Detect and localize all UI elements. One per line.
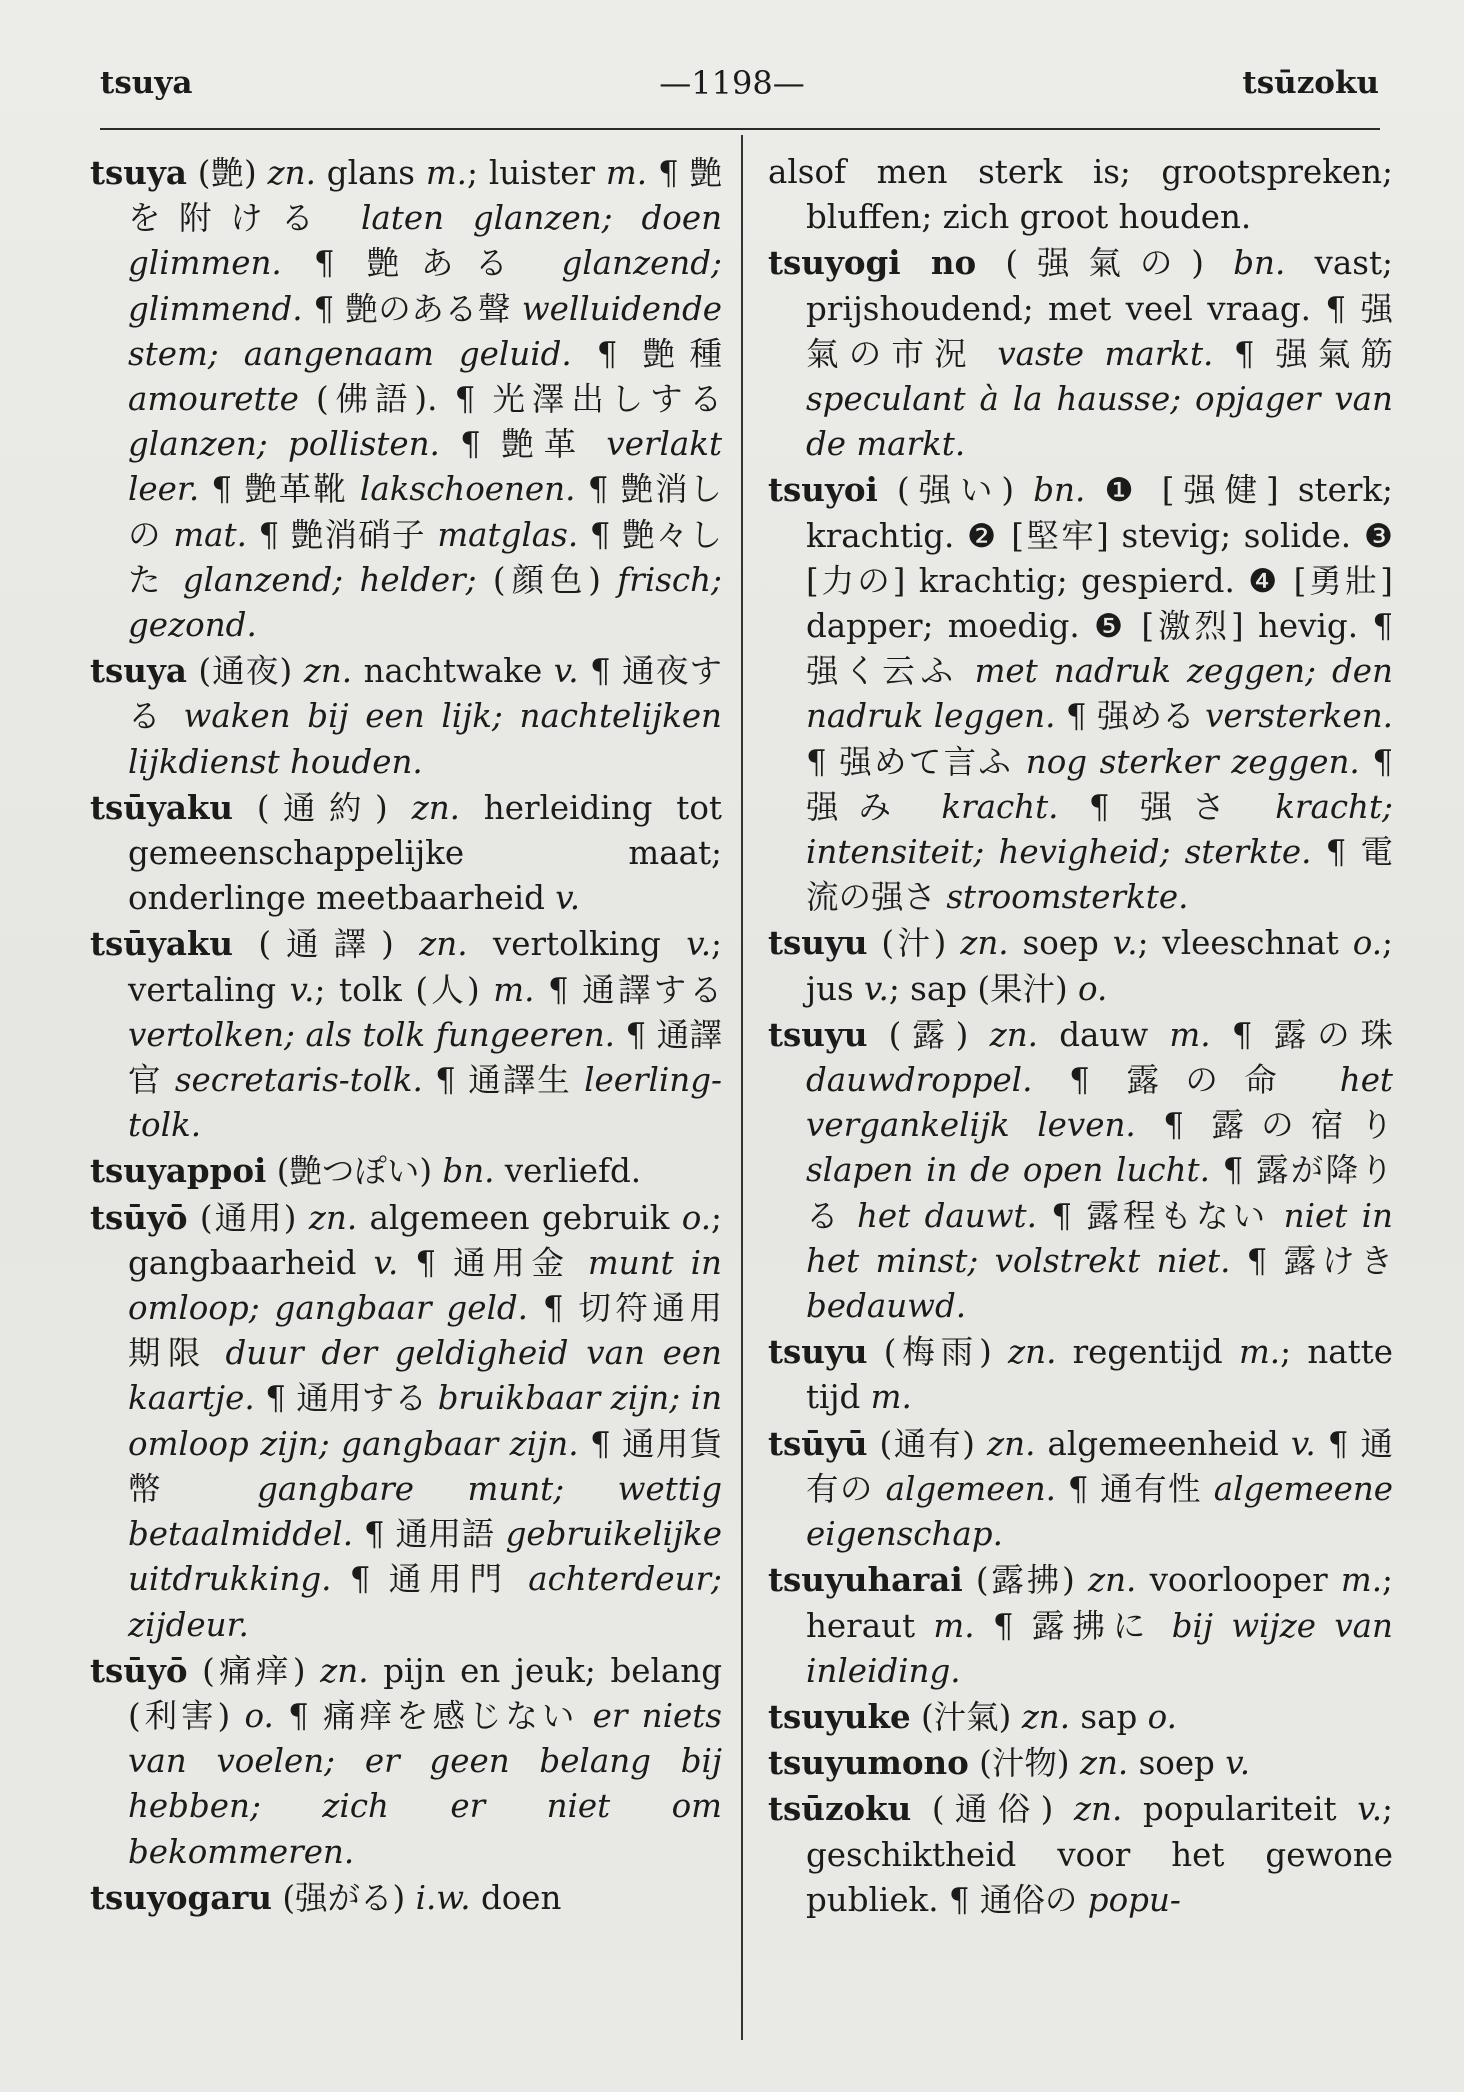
- entry-text: ¶ 艶消硝子: [246, 515, 438, 554]
- entry-translation: gangbare munt; wettig betaalmiddel.: [128, 1469, 722, 1554]
- dictionary-entry: [768, 1694, 1393, 1740]
- entry-text: ¶ 艶種: [571, 334, 722, 373]
- entry-translation: o.: [1352, 924, 1383, 963]
- entry-text: herleiding tot gemeenschappelijke maat; onderlinge meetbaarheid: [128, 788, 722, 918]
- entry-translation: v.: [1357, 1790, 1383, 1829]
- entry-translation: bn.: [1233, 244, 1286, 283]
- entry-translation: zn.: [1087, 1561, 1137, 1600]
- dictionary-entry: [768, 1012, 1393, 1329]
- entry-text: ¶ 通夜する: [128, 652, 722, 736]
- entry-text: ¶ 通用金: [398, 1243, 588, 1282]
- entry-headword: tsuyu: [768, 1332, 868, 1372]
- entry-text: (佛語). ¶ 光澤出しする: [298, 380, 722, 419]
- entry-headword: tsuyuharai: [768, 1560, 963, 1600]
- entry-translation: lakschoenen.: [359, 470, 576, 509]
- entry-text: pijn en jeuk; belang (利害): [128, 1651, 722, 1735]
- entry-text: ¶ 痛痒を感じない: [273, 1696, 593, 1735]
- entry-text: vertolking: [467, 925, 687, 964]
- entry-headword: tsuyoi: [768, 470, 878, 510]
- entry-translation: secretaris-tolk.: [174, 1061, 423, 1100]
- entry-text: ¶ 艶消しの: [128, 470, 722, 554]
- entry-text: (强がる): [272, 1878, 416, 1917]
- entry-text: ¶ 通用門: [331, 1560, 529, 1599]
- entry-text: ¶ 露けき: [1230, 1241, 1393, 1280]
- dictionary-entry: [768, 1740, 1393, 1786]
- entry-text: ¶ 露の珠: [1210, 1015, 1393, 1054]
- entry-translation: zn.: [267, 154, 316, 192]
- entry-translation: dauwdroppel.: [806, 1061, 1033, 1100]
- entry-translation: slapen in de open lucht.: [806, 1151, 1210, 1190]
- entry-translation: v.: [1290, 1424, 1316, 1463]
- entry-text: alsof men sterk is; grootspreken; bluffen; zich groot houden.: [768, 153, 1393, 237]
- entry-translation: m.: [425, 154, 468, 192]
- entry-translation: v.: [864, 969, 889, 1008]
- entry-translation: vaste markt.: [997, 334, 1214, 373]
- entry-translation: mat.: [173, 515, 247, 554]
- column-divider: [741, 135, 743, 2040]
- entry-translation: waken bij een lijk; nachtelijken lijkdienst houden.: [128, 697, 722, 781]
- entry-translation: bij wijze van inleiding.: [806, 1606, 1393, 1690]
- entry-translation: algemeen.: [885, 1469, 1056, 1508]
- dictionary-entry: [768, 1421, 1393, 1558]
- entry-text: voorlooper: [1136, 1561, 1341, 1600]
- entry-translation: zn.: [987, 1424, 1036, 1463]
- entry-text: vast; prijshoudend; met veel vraag. ¶ 强氣の市況: [806, 244, 1393, 373]
- entry-translation: speculant à la hausse; opjager van de markt.: [806, 380, 1393, 464]
- entry-translation: zn.: [320, 1651, 369, 1690]
- entry-translation: het vergankelijk leven.: [806, 1061, 1393, 1145]
- entry-text: (通有): [867, 1424, 988, 1463]
- entry-translation: zn.: [1079, 1744, 1129, 1783]
- entry-text: dauw: [1037, 1015, 1170, 1054]
- entry-headword: tsuya: [90, 651, 187, 691]
- dictionary-entry: [90, 150, 723, 648]
- entry-translation: zn.: [303, 652, 353, 691]
- entry-translation: kracht; intensiteit; hevigheid; sterkte.: [806, 787, 1393, 872]
- entry-text: ; luister: [467, 154, 606, 192]
- entry-translation: o.: [681, 1198, 712, 1237]
- entry-headword: tsuyogi no: [768, 243, 977, 283]
- entry-text: ; vleeschnat: [1137, 924, 1353, 963]
- entry-text: (通譯): [233, 925, 420, 964]
- entry-translation: zn.: [1073, 1790, 1123, 1829]
- entry-text: (痛痒): [187, 1651, 321, 1690]
- dictionary-entry: [90, 1148, 722, 1194]
- entry-translation: glanzend; glimmend.: [128, 244, 722, 328]
- entry-text: soep: [1008, 924, 1113, 963]
- entry-text: ¶ 露の宿り: [1135, 1106, 1393, 1145]
- entry-text: (露): [867, 1015, 990, 1054]
- header-left-guideword: tsuya: [100, 65, 193, 101]
- entry-text: ¶ 通譯する: [534, 970, 722, 1009]
- entry-text: doen: [470, 1878, 562, 1917]
- dictionary-entry: [90, 921, 722, 1148]
- entry-text: (通俗): [911, 1790, 1074, 1829]
- entry-translation: achterdeur; zijdeur.: [128, 1560, 722, 1644]
- entry-text: ; vertaling: [128, 925, 722, 1009]
- entry-text: ¶ 强み: [806, 742, 1394, 826]
- entry-text: ; jus: [806, 924, 1393, 1008]
- dictionary-entry: [768, 1557, 1393, 1694]
- entry-text: ; natte tijd: [806, 1333, 1393, 1417]
- entry-text: (艶つぽい): [266, 1152, 443, 1191]
- entry-translation: m.: [1340, 1561, 1383, 1600]
- entry-translation: leerling-tolk.: [128, 1061, 722, 1145]
- entry-text: (强い): [877, 471, 1034, 510]
- entry-translation: o.: [1147, 1697, 1177, 1736]
- entry-translation: bn.: [1033, 471, 1086, 510]
- entry-translation: m.: [933, 1606, 975, 1645]
- entry-text: soep: [1128, 1744, 1226, 1783]
- entry-text: ¶ 通有の: [806, 1424, 1393, 1508]
- entry-text: ¶ 通用語: [353, 1515, 506, 1554]
- entry-text: (强氣の): [976, 244, 1234, 283]
- dictionary-entry: [768, 920, 1393, 1011]
- entry-headword: tsuyu: [768, 1014, 868, 1054]
- entry-text: nachtwake: [352, 652, 554, 691]
- entry-translation: duur der geldigheid van een kaartje.: [128, 1334, 722, 1418]
- entry-translation: zn.: [1021, 1697, 1071, 1736]
- entry-text: (艶): [186, 154, 268, 192]
- entry-text: (露拂): [962, 1561, 1088, 1600]
- dictionary-entry: [768, 1786, 1393, 1923]
- dictionary-entry: [768, 150, 1393, 240]
- page-number: —1198—: [659, 64, 805, 102]
- entry-text: glans: [315, 154, 426, 192]
- entry-text: ; tolk (人): [314, 970, 494, 1009]
- entry-text: ¶ 露が降りる: [806, 1151, 1393, 1235]
- entry-text: (汁物): [968, 1744, 1080, 1783]
- entry-translation: versterken.: [1205, 697, 1393, 736]
- entry-translation: v.: [373, 1243, 399, 1282]
- entry-translation: algemeene eigenschap.: [806, 1469, 1393, 1554]
- entry-text: ¶ 露程もない: [1036, 1196, 1284, 1235]
- entry-translation: nog sterker zeggen.: [1025, 742, 1360, 781]
- entry-translation: v.: [289, 970, 315, 1009]
- entry-translation: er niets van voelen; er geen belang bij hebben; zich er niet om bekommeren.: [128, 1696, 722, 1871]
- entry-translation: i.w.: [415, 1878, 471, 1917]
- entry-translation: bn.: [442, 1152, 495, 1191]
- entry-headword: tsuyappoi: [90, 1151, 267, 1191]
- entry-translation: bedauwd.: [806, 1287, 967, 1326]
- entry-text: ¶ 電流の强さ: [806, 833, 1393, 917]
- entry-headword: tsuyumono: [768, 1743, 969, 1783]
- entry-headword: tsūzoku: [768, 1789, 912, 1829]
- entry-text: regentijd: [1056, 1333, 1239, 1372]
- entry-text: sap: [1070, 1697, 1148, 1736]
- entry-text: ¶ 艶革: [439, 425, 607, 464]
- entry-translation: o.: [244, 1696, 274, 1735]
- entry-translation: gebruikelijke uitdrukking.: [128, 1515, 722, 1599]
- entry-translation: verlakt leer.: [128, 425, 723, 509]
- dictionary-entry: [90, 648, 722, 785]
- entry-text: ¶ 通譯生: [422, 1061, 585, 1100]
- entry-text: ¶ 通譯官: [128, 1015, 722, 1100]
- entry-translation: m.: [493, 970, 535, 1009]
- entry-headword: tsūyō: [90, 1650, 188, 1690]
- entry-translation: vertolken; als tolk fungeeren.: [128, 1015, 615, 1054]
- entry-translation: matglas.: [437, 515, 579, 554]
- entry-translation: zn.: [411, 788, 460, 827]
- entry-text: ¶ 强氣筋: [1213, 334, 1393, 373]
- entry-translation: amourette: [128, 380, 299, 419]
- dictionary-entry: [768, 240, 1393, 467]
- dictionary-entry: [768, 1329, 1393, 1420]
- entry-translation: frisch; gezond.: [128, 560, 722, 645]
- entry-translation: m.: [870, 1378, 912, 1417]
- entry-translation: m.: [605, 154, 648, 192]
- entry-translation: zn.: [960, 924, 1009, 963]
- entry-translation: zn.: [989, 1015, 1038, 1054]
- entry-translation: niet in het minst; volstrekt niet.: [806, 1196, 1393, 1280]
- dictionary-entry: [90, 1875, 722, 1921]
- entry-text: (通約): [233, 788, 412, 827]
- entry-text: ¶ 艶ある: [281, 244, 562, 283]
- entry-text: ; gangbaarheid: [128, 1198, 722, 1282]
- entry-text: (梅雨): [867, 1333, 1009, 1372]
- header-right-guideword: tsūzoku: [1242, 65, 1379, 101]
- entry-translation: m.: [1238, 1333, 1281, 1372]
- entry-translation: glanzend; helder;: [182, 560, 477, 599]
- entry-text: ¶ 艶を附ける: [128, 154, 722, 238]
- entry-text: ; heraut: [806, 1561, 1393, 1645]
- entry-text: (汁氣): [910, 1697, 1022, 1736]
- entry-text: ¶ 切符通用期限: [128, 1289, 723, 1373]
- entry-translation: glanzen; pollisten.: [128, 425, 440, 464]
- entry-text: ¶ 露拂に: [974, 1606, 1172, 1645]
- entry-translation: bruikbaar zijn; in omloop zijn; gangbaar zijn.: [128, 1379, 722, 1463]
- entry-translation: met nadruk zeggen; den nadruk leggen.: [806, 652, 1393, 736]
- entry-translation: laten glanzen; doen glimmen.: [128, 199, 722, 283]
- entry-text: (通用): [187, 1198, 309, 1237]
- entry-text: algemeen gebruik: [357, 1198, 682, 1237]
- entry-headword: tsuya: [90, 153, 187, 192]
- entry-translation: v.: [1112, 924, 1138, 963]
- entry-text: ¶ 通用貨幣: [128, 1424, 722, 1508]
- entry-text: algemeenheid: [1035, 1424, 1291, 1463]
- header-rule: [100, 128, 1380, 130]
- entry-text: ¶ 艶々した: [128, 515, 722, 599]
- entry-text: ¶ 强めて言ふ: [806, 742, 1026, 781]
- entry-headword: tsūyaku: [90, 787, 234, 827]
- entry-translation: welluidende stem; aangenaam geluid.: [128, 289, 722, 373]
- left-column: [90, 150, 722, 1921]
- entry-headword: tsuyuke: [768, 1696, 911, 1736]
- entry-text: verliefd.: [494, 1152, 642, 1191]
- entry-text: (通夜): [186, 652, 304, 691]
- entry-headword: tsūyō: [90, 1197, 188, 1237]
- entry-text: ¶ 强める: [1055, 697, 1206, 736]
- dictionary-entry: [768, 467, 1394, 920]
- entry-text: (汁): [867, 924, 961, 963]
- entry-text: ¶ 通有性: [1055, 1469, 1214, 1508]
- entry-headword: tsuyogaru: [90, 1877, 273, 1917]
- entry-text: ; sap (果汁): [888, 969, 1079, 1008]
- entry-translation: v.: [553, 652, 579, 691]
- entry-translation: v.: [1225, 1744, 1251, 1783]
- entry-translation: munt in omloop; gangbaar geld.: [128, 1243, 722, 1328]
- entry-text: ; geschiktheid voor het gewone publiek. ¶ 通俗の: [806, 1790, 1393, 1919]
- entry-translation: zn.: [419, 925, 468, 964]
- entry-text: ¶ 露の命: [1032, 1061, 1340, 1100]
- entry-headword: tsūyaku: [90, 924, 234, 964]
- entry-text: ¶ 艶革靴: [199, 470, 360, 509]
- dictionary-entry: [90, 1195, 723, 1648]
- entry-text: (顔色): [476, 560, 618, 599]
- entry-translation: zn.: [1008, 1333, 1057, 1372]
- entry-translation: stroomsterkte.: [946, 878, 1189, 917]
- entry-translation: zn.: [308, 1198, 358, 1237]
- right-column: [768, 150, 1393, 1923]
- entry-text: ¶ 通用する: [254, 1379, 438, 1418]
- entry-headword: tsūyū: [768, 1423, 868, 1463]
- entry-text: ¶ 强さ: [1058, 787, 1276, 826]
- entry-text: ❶ [强健] sterk; krachtig. ❷ [堅牢] stevig; solide. ❸ [力の] krachtig; gespierd. ❹ [勇壯] dapper; moedig. ❺ [激烈] hevig. ¶ 强く云ふ: [806, 471, 1393, 691]
- entry-translation: m.: [1169, 1015, 1211, 1054]
- dictionary-entry: [90, 785, 722, 922]
- dictionary-entry: [90, 1648, 722, 1875]
- entry-translation: kracht.: [941, 787, 1059, 826]
- entry-translation: popu-: [1087, 1880, 1181, 1919]
- entry-text: populariteit: [1122, 1790, 1358, 1829]
- entry-translation: v.: [686, 925, 712, 964]
- entry-text: ¶ 艶のある聲: [302, 289, 522, 328]
- entry-translation: het dauwt.: [856, 1196, 1037, 1235]
- entry-translation: v.: [555, 879, 581, 918]
- entry-translation: o.: [1078, 969, 1108, 1008]
- entry-headword: tsuyu: [768, 923, 868, 963]
